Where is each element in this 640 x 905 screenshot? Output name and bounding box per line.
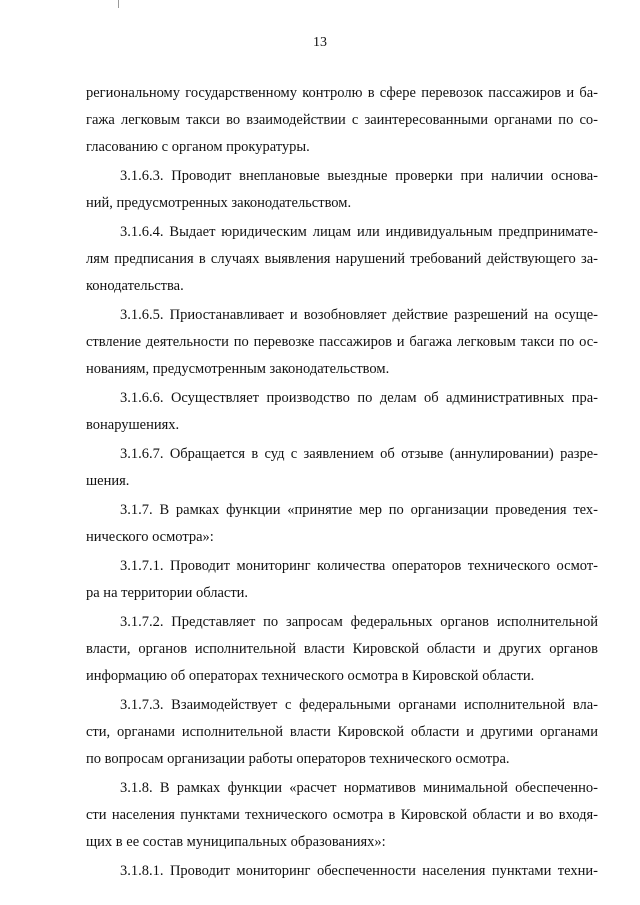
paragraph bbox=[86, 441, 598, 495]
text-line: ствление деятельности по перевозке пассажиров и багажа легковым такси по ос- bbox=[86, 334, 598, 350]
paragraph bbox=[86, 775, 598, 856]
paragraph bbox=[86, 385, 598, 439]
text-line: 3.1.6.5. Приостанавливает и возобновляет действие разрешений на осуще- bbox=[120, 307, 598, 323]
text-line: 3.1.7.2. Представляет по запросам федеральных органов исполнительной bbox=[120, 614, 598, 630]
text-line: гажа легковым такси во взаимодействии с заинтересованными органами по со- bbox=[86, 112, 598, 128]
page-number: 13 bbox=[313, 35, 327, 50]
text-line: 3.1.7.1. Проводит мониторинг количества операторов технического осмот- bbox=[120, 558, 598, 574]
paragraph bbox=[86, 497, 598, 551]
scan-mark bbox=[118, 0, 119, 8]
text-line: 3.1.6.7. Обращается в суд с заявлением об отзыве (аннулировании) разре- bbox=[120, 446, 598, 462]
paragraph bbox=[86, 692, 598, 773]
text-line: нического осмотра»: bbox=[86, 529, 214, 545]
paragraph bbox=[86, 80, 598, 161]
text-line: ра на территории области. bbox=[86, 585, 249, 601]
text-line: 3.1.8.1. Проводит мониторинг обеспеченности населения пунктами техни- bbox=[120, 863, 598, 879]
document-body bbox=[86, 80, 598, 887]
paragraph bbox=[86, 553, 598, 607]
text-line: сти населения пунктами технического осмотра в Кировской области и во входя- bbox=[86, 807, 598, 823]
text-line: лям предписания в случаях выявления нарушений требований действующего за- bbox=[86, 251, 598, 267]
text-line: ний, предусмотренных законодательством. bbox=[86, 195, 352, 211]
paragraph bbox=[86, 609, 598, 690]
text-line: 3.1.7. В рамках функции «принятие мер по организации проведения тех- bbox=[120, 502, 598, 518]
text-line: сти, органами исполнительной власти Кировской области и другими органами bbox=[86, 724, 598, 740]
text-line: вонарушениях. bbox=[86, 417, 180, 433]
text-line: 3.1.8. В рамках функции «расчет нормативов минимальной обеспеченно- bbox=[120, 780, 598, 796]
paragraph bbox=[86, 219, 598, 300]
text-line: 3.1.6.6. Осуществляет производство по делам об административных пра- bbox=[120, 390, 598, 406]
paragraph bbox=[86, 858, 598, 885]
text-line: 3.1.6.3. Проводит внеплановые выездные проверки при наличии основа- bbox=[120, 168, 598, 184]
paragraph bbox=[86, 163, 598, 217]
text-line: информацию об операторах технического осмотра в Кировской области. bbox=[86, 668, 535, 684]
text-line: конодательства. bbox=[86, 278, 184, 294]
text-line: гласованию с органом прокуратуры. bbox=[86, 139, 310, 155]
text-line: шения. bbox=[86, 473, 130, 489]
text-line: региональному государственному контролю в сфере перевозок пассажиров и ба- bbox=[86, 85, 598, 101]
text-line: власти, органов исполнительной власти Кировской области и других органов bbox=[86, 641, 598, 657]
text-line: 3.1.6.4. Выдает юридическим лицам или индивидуальным предпринимате- bbox=[120, 224, 598, 240]
text-line: щих в ее состав муниципальных образованиях»: bbox=[86, 834, 386, 850]
text-line: по вопросам организации работы операторов технического осмотра. bbox=[86, 751, 510, 767]
text-line: нованиям, предусмотренным законодательством. bbox=[86, 361, 390, 377]
paragraph bbox=[86, 302, 598, 383]
text-line: 3.1.7.3. Взаимодействует с федеральными органами исполнительной вла- bbox=[120, 697, 598, 713]
